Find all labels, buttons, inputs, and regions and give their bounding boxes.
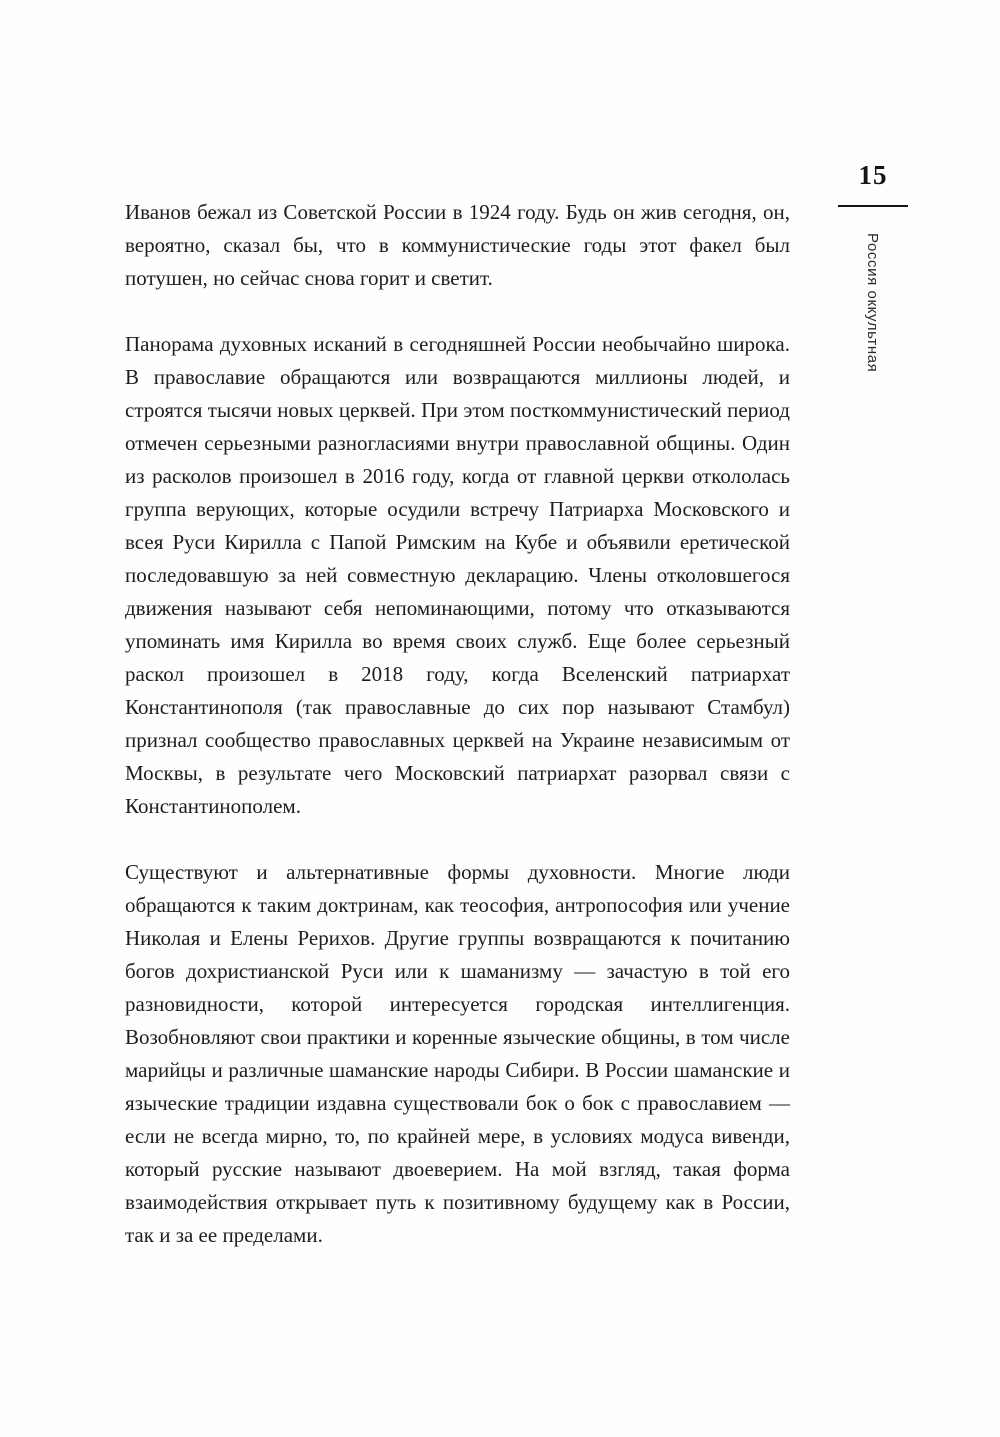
- chapter-margin-label: Россия оккультная: [864, 233, 881, 373]
- paragraph: Иванов бежал из Советской России в 1924 году. Будь он жив сегодня, он, вероятно, сказал бы, что в коммунистические годы этот факел был потушен, но сейчас снова горит и светит.: [125, 200, 790, 290]
- page-number: 15: [858, 160, 888, 190]
- paragraph: Панорама духовных исканий в сегодняшней России необычайно широка. В православие обращаются или возвращаются миллионы людей, и строятся тысячи новых церквей. При этом посткоммунистический период отмечен серьезными разногласиями внутри православной общины. Один из расколов произошел в 2016 году, когда от главной церкви откололась группа верующих, которые осудили встречу Патриарха Московского и всея Руси Кирилла с Папой Римским на Кубе и объявили еретической последовавшую за ней совместную декларацию. Члены отколовшегося движения называют себя непоминающими, потому что отказываются упоминать имя Кирилла во время своих служб. Еще более серьезный раскол произошел в 2018 году, когда Вселенский патриархат Константинополя (так православные до сих пор называют Стамбул) признал сообщество православных церквей на Украине независимым от Москвы, в результате чего Московский патриархат разорвал связи с Константинополем.: [125, 332, 790, 818]
- body-text-column: [125, 196, 790, 1285]
- paragraph: Существуют и альтернативные формы духовности. Многие люди обращаются к таким доктринам, как теософия, антропософия или учение Николая и Елены Рерихов. Другие группы возвращаются к почитанию богов дохристианской Руси или к шаманизму — зачастую в той его разновидности, которой интересуется городская интеллигенция. Возобновляют свои практики и коренные языческие общины, в том числе марийцы и различные шаманские народы Сибири. В России шаманские и языческие традиции издавна существовали бок о бок с православием — если не всегда мирно, то, по крайней мере, в условиях модуса вивенди, который русские называют двоеверием. На мой взгляд, такая форма взаимодействия открывает путь к позитивному будущему как в России, так и за ее пределами.: [125, 860, 790, 1247]
- page-number-divider: [838, 205, 908, 207]
